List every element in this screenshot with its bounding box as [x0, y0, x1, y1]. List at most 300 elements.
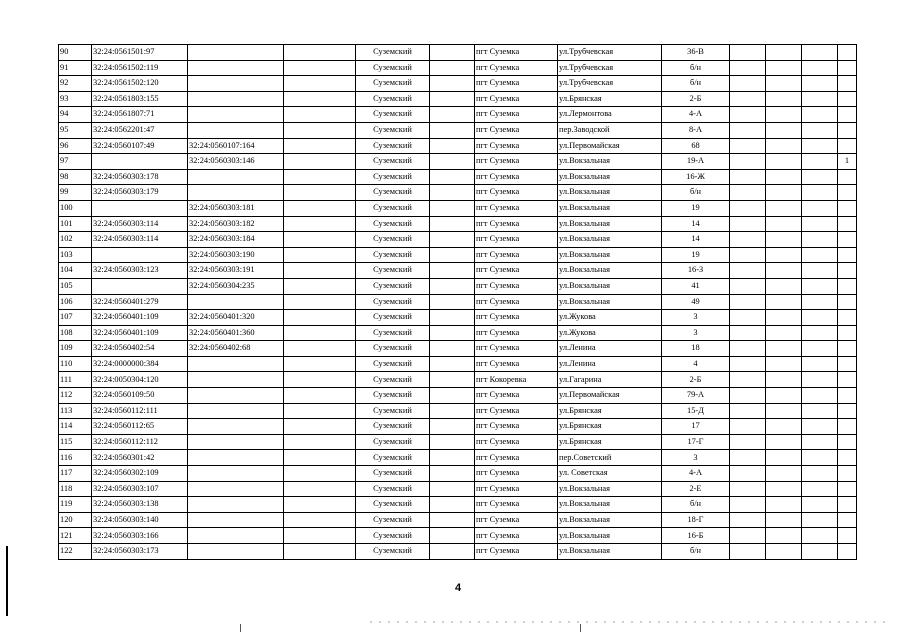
cadastral-number-cell: [92, 247, 188, 263]
house-number-cell: 19-А: [662, 154, 730, 170]
settlement-cell: пгт Суземка: [475, 107, 558, 123]
mark-cell: [838, 481, 857, 497]
empty-cell: [730, 419, 766, 435]
empty-cell: [430, 91, 475, 107]
mark-cell: [838, 528, 857, 544]
empty-cell: [766, 341, 802, 357]
building-cadastral-number-cell: [188, 497, 284, 513]
table-row: [59, 325, 857, 341]
empty-cell: [766, 107, 802, 123]
empty-cell: [284, 450, 356, 466]
district-cell: Суземский: [356, 169, 430, 185]
settlement-cell: пгт Суземка: [475, 60, 558, 76]
street-cell: ул.Вокзальная: [558, 278, 662, 294]
row-number-cell: 92: [59, 76, 92, 92]
building-cadastral-number-cell: 32:24:0560303:184: [188, 232, 284, 248]
building-cadastral-number-cell: 32:24:0560303:146: [188, 154, 284, 170]
empty-cell: [430, 154, 475, 170]
empty-cell: [730, 60, 766, 76]
building-cadastral-number-cell: [188, 512, 284, 528]
district-cell: Суземский: [356, 154, 430, 170]
row-number-cell: 119: [59, 497, 92, 513]
row-number-cell: 103: [59, 247, 92, 263]
cadastral-number-cell: [92, 200, 188, 216]
empty-cell: [802, 232, 838, 248]
empty-cell: [730, 450, 766, 466]
empty-cell: [802, 138, 838, 154]
mark-cell: [838, 169, 857, 185]
empty-cell: [802, 512, 838, 528]
empty-cell: [766, 466, 802, 482]
house-number-cell: 3: [662, 310, 730, 326]
district-cell: Суземский: [356, 278, 430, 294]
empty-cell: [430, 247, 475, 263]
settlement-cell: пгт Суземка: [475, 403, 558, 419]
empty-cell: [284, 481, 356, 497]
street-cell: ул.Жукова: [558, 310, 662, 326]
cadastral-number-cell: 32:24:0560107:49: [92, 138, 188, 154]
table-row: [59, 76, 857, 92]
table-row: [59, 216, 857, 232]
empty-cell: [284, 76, 356, 92]
row-number-cell: 110: [59, 356, 92, 372]
mark-cell: [838, 138, 857, 154]
house-number-cell: 2-Б: [662, 372, 730, 388]
mark-cell: [838, 247, 857, 263]
row-number-cell: 117: [59, 466, 92, 482]
empty-cell: [766, 138, 802, 154]
table-row: [59, 154, 857, 170]
empty-cell: [766, 60, 802, 76]
row-number-cell: 106: [59, 294, 92, 310]
table-row: [59, 278, 857, 294]
settlement-cell: пгт Суземка: [475, 76, 558, 92]
empty-cell: [766, 356, 802, 372]
empty-cell: [766, 216, 802, 232]
district-cell: Суземский: [356, 325, 430, 341]
empty-cell: [284, 263, 356, 279]
empty-cell: [730, 45, 766, 61]
empty-cell: [766, 154, 802, 170]
empty-cell: [802, 278, 838, 294]
building-cadastral-number-cell: [188, 45, 284, 61]
settlement-cell: пгт Суземка: [475, 481, 558, 497]
empty-cell: [284, 247, 356, 263]
empty-cell: [430, 434, 475, 450]
building-cadastral-number-cell: 32:24:0560304:235: [188, 278, 284, 294]
street-cell: ул.Брянская: [558, 434, 662, 450]
settlement-cell: пгт Суземка: [475, 294, 558, 310]
settlement-cell: пгт Суземка: [475, 216, 558, 232]
cadastral-number-cell: 32:24:0560303:123: [92, 263, 188, 279]
table-row: [59, 356, 857, 372]
settlement-cell: пгт Суземка: [475, 544, 558, 560]
district-cell: Суземский: [356, 91, 430, 107]
house-number-cell: б/н: [662, 60, 730, 76]
mark-cell: [838, 372, 857, 388]
street-cell: ул.Трубчевская: [558, 60, 662, 76]
empty-cell: [730, 263, 766, 279]
empty-cell: [284, 434, 356, 450]
empty-cell: [802, 216, 838, 232]
empty-cell: [430, 325, 475, 341]
table-row: [59, 45, 857, 61]
empty-cell: [802, 388, 838, 404]
empty-cell: [730, 107, 766, 123]
house-number-cell: 2-Е: [662, 481, 730, 497]
row-number-cell: 100: [59, 200, 92, 216]
district-cell: Суземский: [356, 294, 430, 310]
empty-cell: [730, 325, 766, 341]
empty-cell: [284, 388, 356, 404]
empty-cell: [766, 169, 802, 185]
empty-cell: [730, 169, 766, 185]
street-cell: ул.Вокзальная: [558, 216, 662, 232]
empty-cell: [284, 60, 356, 76]
table-row: [59, 310, 857, 326]
settlement-cell: пгт Суземка: [475, 341, 558, 357]
empty-cell: [430, 263, 475, 279]
row-number-cell: 121: [59, 528, 92, 544]
building-cadastral-number-cell: 32:24:0560303:181: [188, 200, 284, 216]
empty-cell: [802, 356, 838, 372]
street-cell: пер.Советский: [558, 450, 662, 466]
cadastral-number-cell: 32:24:0560112:111: [92, 403, 188, 419]
empty-cell: [284, 91, 356, 107]
house-number-cell: 79-А: [662, 388, 730, 404]
settlement-cell: пгт Суземка: [475, 45, 558, 61]
mark-cell: [838, 544, 857, 560]
table-row: [59, 247, 857, 263]
empty-cell: [802, 481, 838, 497]
house-number-cell: 16-З: [662, 263, 730, 279]
empty-cell: [430, 45, 475, 61]
cadastral-number-cell: 32:24:0560301:42: [92, 450, 188, 466]
row-number-cell: 90: [59, 45, 92, 61]
empty-cell: [730, 466, 766, 482]
row-number-cell: 122: [59, 544, 92, 560]
mark-cell: [838, 185, 857, 201]
empty-cell: [730, 232, 766, 248]
house-number-cell: 18-Г: [662, 512, 730, 528]
empty-cell: [766, 294, 802, 310]
settlement-cell: пгт Суземка: [475, 388, 558, 404]
street-cell: пер.Заводской: [558, 122, 662, 138]
cadastral-number-cell: 32:24:0561502:119: [92, 60, 188, 76]
cadastral-number-cell: 32:24:0560112:112: [92, 434, 188, 450]
building-cadastral-number-cell: [188, 185, 284, 201]
district-cell: Суземский: [356, 481, 430, 497]
table-row: [59, 341, 857, 357]
empty-cell: [802, 91, 838, 107]
house-number-cell: б/н: [662, 497, 730, 513]
cadastral-number-cell: 32:24:0560303:179: [92, 185, 188, 201]
empty-cell: [284, 45, 356, 61]
empty-cell: [802, 76, 838, 92]
settlement-cell: пгт Суземка: [475, 450, 558, 466]
street-cell: ул.Вокзальная: [558, 154, 662, 170]
empty-cell: [802, 247, 838, 263]
empty-cell: [766, 45, 802, 61]
building-cadastral-number-cell: [188, 107, 284, 123]
mark-cell: [838, 200, 857, 216]
district-cell: Суземский: [356, 419, 430, 435]
empty-cell: [430, 403, 475, 419]
district-cell: Суземский: [356, 434, 430, 450]
street-cell: ул.Вокзальная: [558, 185, 662, 201]
table-row: [59, 481, 857, 497]
house-number-cell: 18: [662, 341, 730, 357]
mark-cell: [838, 419, 857, 435]
district-cell: Суземский: [356, 122, 430, 138]
district-cell: Суземский: [356, 185, 430, 201]
mark-cell: [838, 388, 857, 404]
settlement-cell: пгт Суземка: [475, 232, 558, 248]
settlement-cell: пгт Суземка: [475, 310, 558, 326]
settlement-cell: пгт Суземка: [475, 185, 558, 201]
table-row: [59, 232, 857, 248]
empty-cell: [802, 403, 838, 419]
empty-cell: [766, 544, 802, 560]
empty-cell: [284, 497, 356, 513]
empty-cell: [284, 341, 356, 357]
street-cell: ул.Лермонтова: [558, 107, 662, 123]
empty-cell: [284, 216, 356, 232]
empty-cell: [730, 372, 766, 388]
row-number-cell: 111: [59, 372, 92, 388]
street-cell: ул.Вокзальная: [558, 512, 662, 528]
street-cell: ул. Советская: [558, 466, 662, 482]
table-row: [59, 107, 857, 123]
cadastral-number-cell: 32:24:0560401:109: [92, 310, 188, 326]
settlement-cell: пгт Суземка: [475, 169, 558, 185]
row-number-cell: 101: [59, 216, 92, 232]
table-row: [59, 138, 857, 154]
cadastral-number-cell: 32:24:0561502:120: [92, 76, 188, 92]
empty-cell: [430, 466, 475, 482]
empty-cell: [802, 294, 838, 310]
mark-cell: [838, 403, 857, 419]
building-cadastral-number-cell: 32:24:0560303:182: [188, 216, 284, 232]
empty-cell: [766, 310, 802, 326]
mark-cell: [838, 356, 857, 372]
empty-cell: [284, 185, 356, 201]
settlement-cell: пгт Суземка: [475, 356, 558, 372]
empty-cell: [430, 512, 475, 528]
street-cell: ул.Вокзальная: [558, 481, 662, 497]
empty-cell: [802, 200, 838, 216]
scan-noise: [370, 621, 890, 623]
mark-cell: [838, 466, 857, 482]
row-number-cell: 118: [59, 481, 92, 497]
empty-cell: [802, 263, 838, 279]
mark-cell: [838, 325, 857, 341]
empty-cell: [766, 91, 802, 107]
house-number-cell: 14: [662, 232, 730, 248]
settlement-cell: пгт Суземка: [475, 325, 558, 341]
empty-cell: [802, 341, 838, 357]
empty-cell: [730, 497, 766, 513]
table-row: [59, 419, 857, 435]
building-cadastral-number-cell: 32:24:0560401:320: [188, 310, 284, 326]
scan-tick-mark: [580, 624, 581, 632]
property-registry-table: [58, 44, 857, 560]
row-number-cell: 96: [59, 138, 92, 154]
house-number-cell: 17-Г: [662, 434, 730, 450]
empty-cell: [766, 232, 802, 248]
building-cadastral-number-cell: [188, 76, 284, 92]
row-number-cell: 112: [59, 388, 92, 404]
row-number-cell: 113: [59, 403, 92, 419]
street-cell: ул.Вокзальная: [558, 247, 662, 263]
cadastral-number-cell: 32:24:0560303:140: [92, 512, 188, 528]
settlement-cell: пгт Суземка: [475, 247, 558, 263]
building-cadastral-number-cell: [188, 388, 284, 404]
empty-cell: [430, 200, 475, 216]
empty-cell: [284, 107, 356, 123]
empty-cell: [284, 169, 356, 185]
empty-cell: [284, 466, 356, 482]
district-cell: Суземский: [356, 341, 430, 357]
empty-cell: [766, 372, 802, 388]
empty-cell: [284, 325, 356, 341]
cadastral-number-cell: 32:24:0000000:384: [92, 356, 188, 372]
empty-cell: [802, 450, 838, 466]
empty-cell: [430, 310, 475, 326]
empty-cell: [766, 450, 802, 466]
empty-cell: [802, 107, 838, 123]
empty-cell: [284, 294, 356, 310]
building-cadastral-number-cell: [188, 372, 284, 388]
empty-cell: [766, 76, 802, 92]
empty-cell: [430, 372, 475, 388]
cadastral-number-cell: 32:24:0560401:109: [92, 325, 188, 341]
mark-cell: [838, 263, 857, 279]
district-cell: Суземский: [356, 450, 430, 466]
settlement-cell: пгт Суземка: [475, 466, 558, 482]
empty-cell: [284, 544, 356, 560]
empty-cell: [284, 356, 356, 372]
street-cell: ул.Брянская: [558, 91, 662, 107]
mark-cell: 1: [838, 154, 857, 170]
empty-cell: [802, 169, 838, 185]
street-cell: ул.Вокзальная: [558, 263, 662, 279]
mark-cell: [838, 341, 857, 357]
empty-cell: [730, 403, 766, 419]
cadastral-number-cell: [92, 278, 188, 294]
empty-cell: [802, 185, 838, 201]
cadastral-number-cell: 32:24:0560112:65: [92, 419, 188, 435]
row-number-cell: 91: [59, 60, 92, 76]
empty-cell: [730, 278, 766, 294]
table-row: [59, 497, 857, 513]
house-number-cell: 3: [662, 450, 730, 466]
street-cell: ул.Гагарина: [558, 372, 662, 388]
street-cell: ул.Брянская: [558, 419, 662, 435]
cadastral-number-cell: 32:24:0560303:114: [92, 232, 188, 248]
house-number-cell: 8-А: [662, 122, 730, 138]
building-cadastral-number-cell: [188, 528, 284, 544]
mark-cell: [838, 45, 857, 61]
settlement-cell: пгт Кокоревка: [475, 372, 558, 388]
empty-cell: [284, 138, 356, 154]
empty-cell: [430, 185, 475, 201]
empty-cell: [766, 481, 802, 497]
settlement-cell: пгт Суземка: [475, 512, 558, 528]
mark-cell: [838, 512, 857, 528]
table-row: [59, 388, 857, 404]
table-row: [59, 60, 857, 76]
cadastral-number-cell: 32:24:0560303:178: [92, 169, 188, 185]
settlement-cell: пгт Суземка: [475, 528, 558, 544]
empty-cell: [430, 232, 475, 248]
district-cell: Суземский: [356, 107, 430, 123]
district-cell: Суземский: [356, 200, 430, 216]
district-cell: Суземский: [356, 310, 430, 326]
row-number-cell: 102: [59, 232, 92, 248]
empty-cell: [730, 512, 766, 528]
building-cadastral-number-cell: [188, 169, 284, 185]
empty-cell: [284, 200, 356, 216]
settlement-cell: пгт Суземка: [475, 278, 558, 294]
cadastral-number-cell: 32:24:0562201:47: [92, 122, 188, 138]
empty-cell: [730, 154, 766, 170]
table-row: [59, 185, 857, 201]
street-cell: ул.Ленина: [558, 341, 662, 357]
empty-cell: [284, 528, 356, 544]
building-cadastral-number-cell: 32:24:0560303:191: [188, 263, 284, 279]
settlement-cell: пгт Суземка: [475, 200, 558, 216]
settlement-cell: пгт Суземка: [475, 263, 558, 279]
table-row: [59, 263, 857, 279]
settlement-cell: пгт Суземка: [475, 138, 558, 154]
district-cell: Суземский: [356, 466, 430, 482]
cadastral-number-cell: 32:24:0560303:114: [92, 216, 188, 232]
empty-cell: [802, 310, 838, 326]
house-number-cell: 4-А: [662, 107, 730, 123]
empty-cell: [766, 497, 802, 513]
table-row: [59, 403, 857, 419]
empty-cell: [766, 434, 802, 450]
settlement-cell: пгт Суземка: [475, 434, 558, 450]
district-cell: Суземский: [356, 232, 430, 248]
empty-cell: [802, 60, 838, 76]
street-cell: ул.Вокзальная: [558, 528, 662, 544]
table-body: [59, 45, 857, 560]
empty-cell: [766, 185, 802, 201]
mark-cell: [838, 107, 857, 123]
row-number-cell: 108: [59, 325, 92, 341]
page-number: 4: [455, 582, 462, 594]
empty-cell: [284, 512, 356, 528]
cadastral-number-cell: 32:24:0560302:109: [92, 466, 188, 482]
house-number-cell: б/н: [662, 185, 730, 201]
street-cell: ул.Вокзальная: [558, 169, 662, 185]
empty-cell: [802, 154, 838, 170]
row-number-cell: 105: [59, 278, 92, 294]
street-cell: ул.Вокзальная: [558, 544, 662, 560]
table-row: [59, 200, 857, 216]
building-cadastral-number-cell: [188, 356, 284, 372]
empty-cell: [802, 434, 838, 450]
district-cell: Суземский: [356, 388, 430, 404]
empty-cell: [430, 122, 475, 138]
empty-cell: [430, 216, 475, 232]
house-number-cell: 49: [662, 294, 730, 310]
building-cadastral-number-cell: [188, 91, 284, 107]
settlement-cell: пгт Суземка: [475, 91, 558, 107]
row-number-cell: 114: [59, 419, 92, 435]
